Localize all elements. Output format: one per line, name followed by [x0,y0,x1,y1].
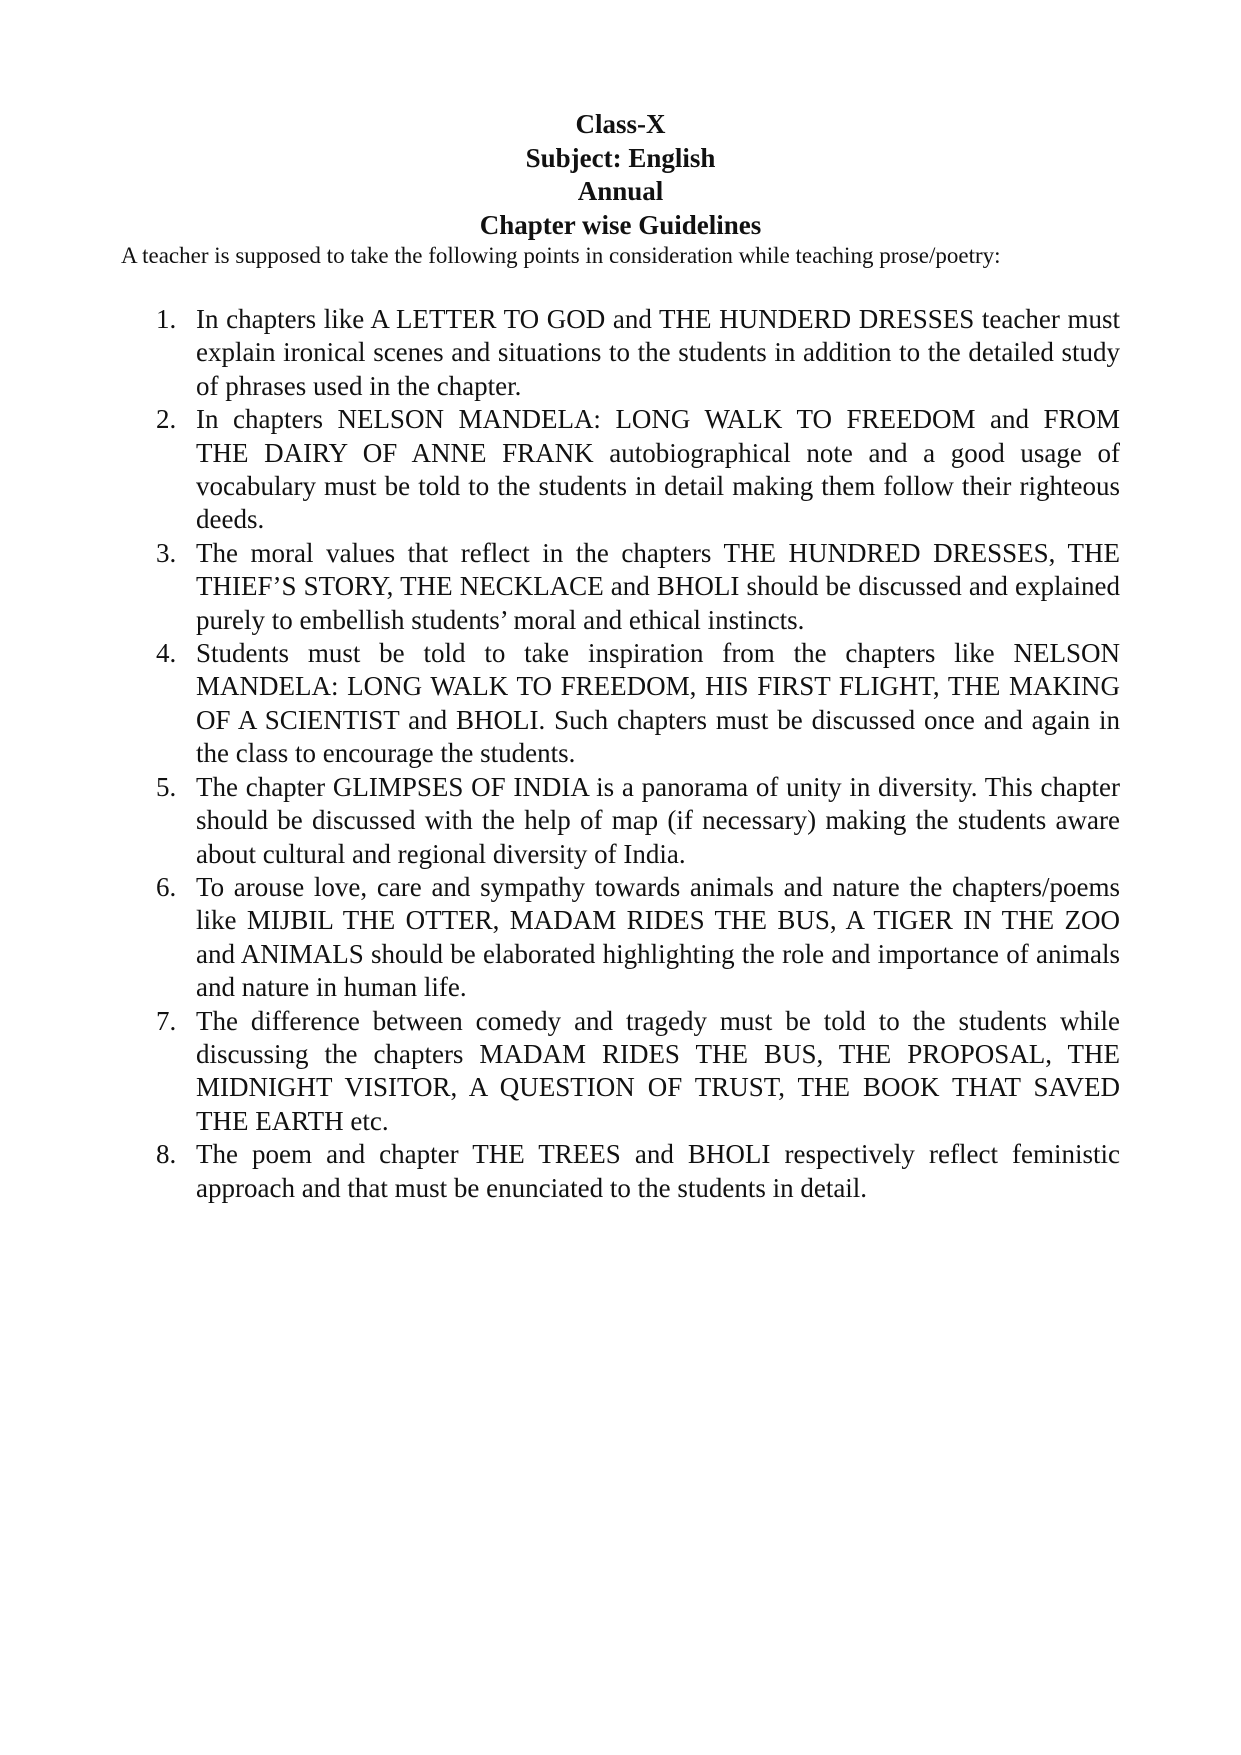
guideline-text: In chapters like A LETTER TO GOD and THE HUNDERD DRESSES teacher must explain ironical scenes and situations to the students in addition to the detailed study of phrases used in the chapter. [196,304,1120,401]
guideline-text: To arouse love, care and sympathy towards animals and nature the chapters/poems like MIJBIL THE OTTER, MADAM RIDES THE BUS, A TIGER IN THE ZOO and ANIMALS should be elaborated highlighting the role and importance of animals and nature in human life. [196,871,1120,1003]
term-heading: Annual [577,176,664,206]
guideline-text: The chapter GLIMPSES OF INDIA is a panorama of unity in diversity. This chapter should be discussed with the help of map (if necessary) making the students aware about cultural and regional diversity of India. [196,771,1120,869]
document-title: Chapter wise Guidelines [479,209,762,240]
guideline-item [140,1138,1120,1205]
guideline-number: 3. [156,537,177,568]
guideline-item [140,537,1120,637]
guideline-number: 2. [156,404,177,435]
guideline-item [140,303,1120,403]
intro-text: A teacher is supposed to take the following points in consideration while teaching prose/poetry: [121,243,1001,268]
guideline-text: The moral values that reflect in the chapters THE HUNDRED DRESSES, THE THIEF’S STORY, THE NECKLACE and BHOLI should be discussed and explained purely to embellish students’ moral and ethical instincts. [196,537,1120,635]
guideline-number: 5. [156,771,177,802]
guideline-number: 7. [156,1005,177,1036]
guideline-number: 1. [156,304,177,334]
guideline-item [140,637,1120,771]
subject-heading: Subject: English [525,142,716,173]
guideline-number: 4. [156,638,177,669]
guideline-text: In chapters NELSON MANDELA: LONG WALK TO FREEDOM and FROM THE DAIRY OF ANNE FRANK autobiographical note and a good usage of vocabulary must be told to the students in detail making them follow their righteous deeds. [196,404,1141,535]
guideline-item [140,771,1120,871]
guideline-text: The difference between comedy and tragedy must be told to the students while discussing the chapters MADAM RIDES THE BUS, THE PROPOSAL, THE MIDNIGHT VISITOR, A QUESTION OF TRUST, THE BOOK THAT SAVED THE EARTH etc. [196,1005,1120,1136]
guideline-item [140,871,1120,1005]
guideline-list [140,303,1141,1205]
guideline-number: 6. [156,871,177,902]
guideline-item [140,403,1141,537]
guideline-number: 8. [156,1139,177,1170]
guideline-item [140,1005,1120,1139]
guideline-text: The poem and chapter THE TREES and BHOLI respectively reflect feministic approach and that must be enunciated to the students in detail. [196,1139,1120,1203]
class-heading: Class-X [575,109,666,139]
document-header [0,108,1241,242]
guideline-text: Students must be told to take inspiration from the chapters like NELSON MANDELA: LONG WALK TO FREEDOM, HIS FIRST FLIGHT, THE MAKING OF A SCIENTIST and BHOLI. Such chapters must be discussed once and again in the class to encourage the students. [196,638,1120,769]
